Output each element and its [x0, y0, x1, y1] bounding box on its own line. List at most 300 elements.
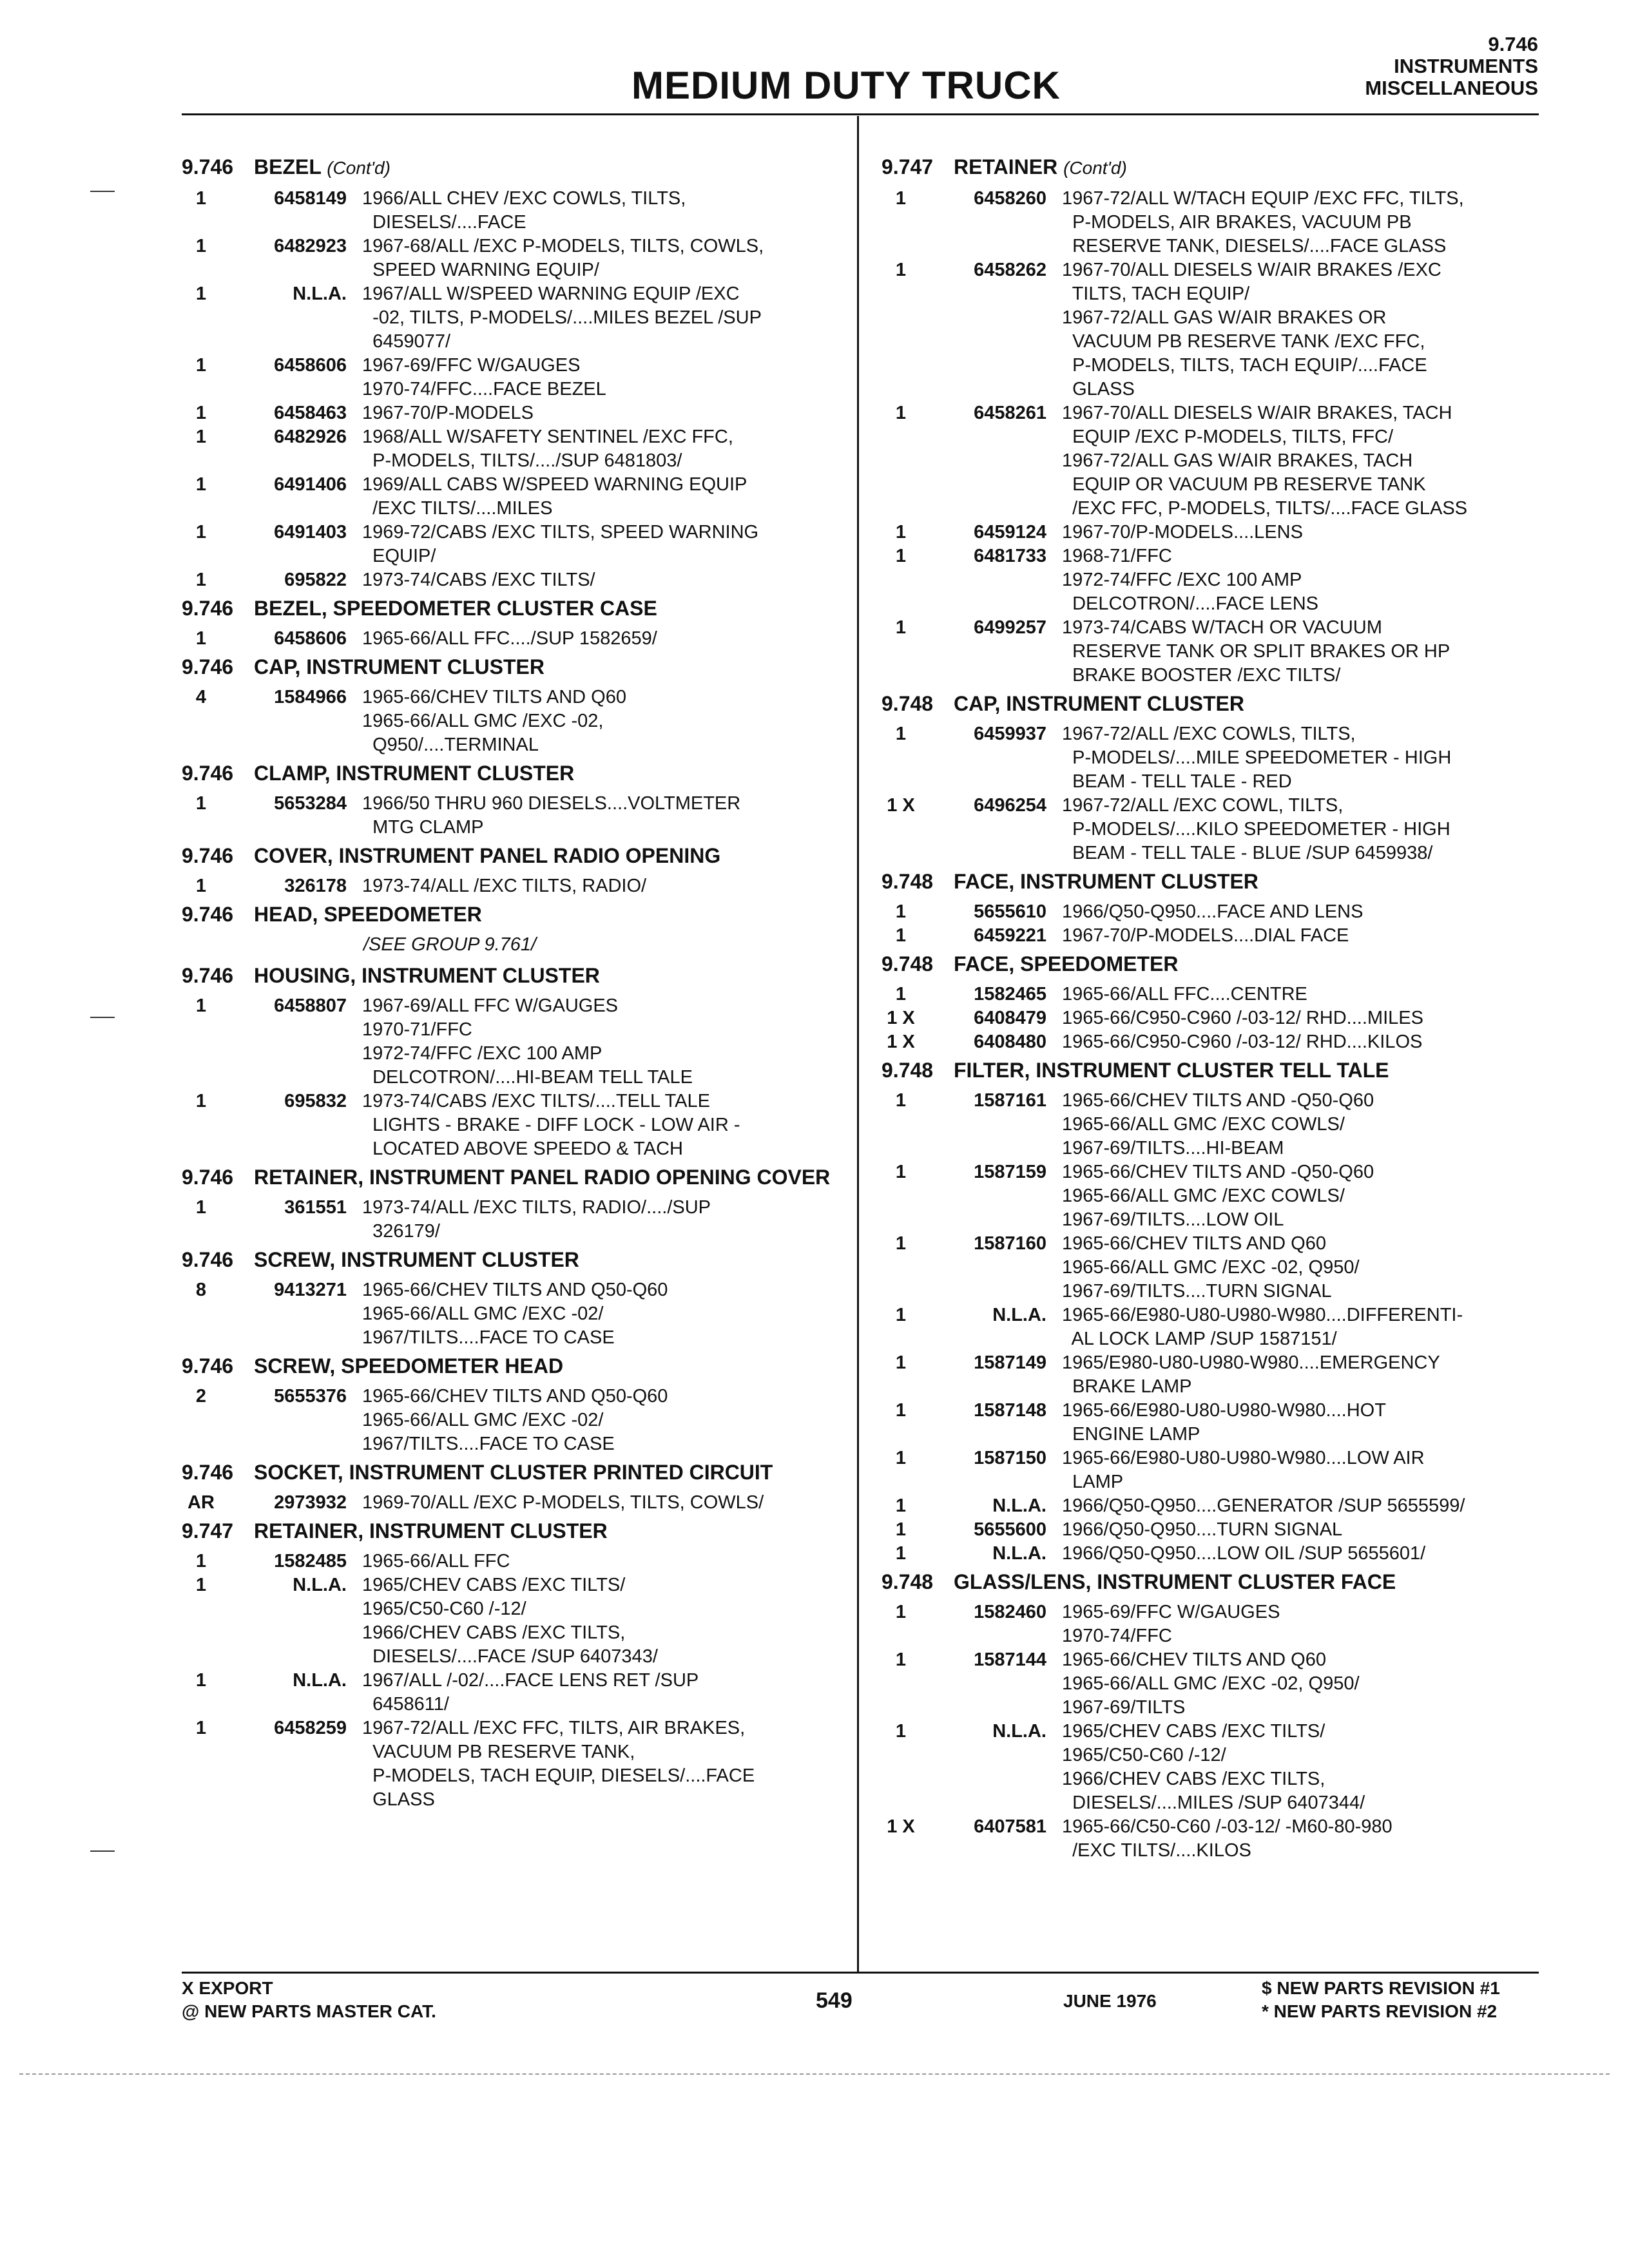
- part-entry: [882, 900, 1539, 924]
- description-line: 1965/C50-C60 /-12/: [1062, 1745, 1226, 1765]
- part-number: 326178: [284, 876, 347, 896]
- part-description: [1062, 1494, 1539, 1518]
- part-description: [1062, 544, 1539, 616]
- section-title-wrap: [254, 1460, 839, 1485]
- section-heading: [882, 869, 1539, 894]
- part-number: 1584966: [274, 687, 347, 707]
- section-heading: [182, 1460, 839, 1485]
- part-entry: [182, 1669, 839, 1716]
- part-description: [362, 235, 839, 282]
- description-line: BEAM - TELL TALE - BLUE /SUP 6459938/: [1062, 843, 1433, 863]
- page-title: MEDIUM DUTY TRUCK: [631, 64, 1061, 107]
- left-column: [182, 155, 839, 1816]
- part-entry: [882, 1303, 1539, 1351]
- part-number: 6458261: [974, 403, 1046, 423]
- description-line: LIGHTS - BRAKE - DIFF LOCK - LOW AIR -: [362, 1115, 740, 1135]
- quantity: 1: [195, 1575, 207, 1595]
- quantity: 1: [895, 1090, 907, 1111]
- description-line: P-MODELS, AIR BRAKES, VACUUM PB: [1062, 212, 1412, 233]
- footer-rule: [182, 1972, 1539, 1974]
- part-description: [362, 1090, 839, 1161]
- right-column: [882, 155, 1539, 1867]
- section-heading: [182, 155, 839, 180]
- parts-section: [182, 843, 839, 898]
- part-number: 6407581: [974, 1816, 1046, 1837]
- part-entry: [882, 794, 1539, 865]
- part-number: 1582460: [974, 1602, 1046, 1622]
- part-number: 6458807: [274, 995, 347, 1016]
- part-number: 361551: [284, 1197, 347, 1218]
- description-line: 1965-66/ALL GMC /EXC COWLS/: [1062, 1186, 1345, 1206]
- part-entry: [882, 1648, 1539, 1720]
- quantity: 1: [195, 474, 207, 495]
- part-number: 6458262: [974, 260, 1046, 280]
- section-number: 9.747: [182, 1519, 234, 1542]
- scan-edge-dashes: [19, 2073, 1610, 2075]
- section-number: 9.746: [182, 903, 234, 926]
- description-line: 1965/CHEV CABS /EXC TILTS/: [1062, 1721, 1325, 1742]
- part-number: 1587148: [974, 1400, 1046, 1421]
- part-number: 6458259: [274, 1718, 347, 1738]
- description-line: 1969-70/ALL /EXC P-MODELS, TILTS, COWLS/: [362, 1492, 764, 1513]
- quantity: 1: [195, 236, 207, 256]
- section-number: 9.746: [182, 655, 234, 678]
- part-entry: [182, 1278, 839, 1350]
- description-line: P-MODELS/....KILO SPEEDOMETER - HIGH: [1062, 819, 1451, 840]
- description-line: 1967/TILTS....FACE TO CASE: [362, 1434, 615, 1454]
- section-title: RETAINER, INSTRUMENT PANEL RADIO OPENING COVER: [254, 1166, 831, 1189]
- quantity: 1: [895, 260, 907, 280]
- part-number: 9413271: [274, 1280, 347, 1300]
- part-entry: [182, 1491, 839, 1515]
- quantity: 1 X: [887, 1032, 915, 1052]
- legend-revision-1: $ NEW PARTS REVISION #1: [1262, 1978, 1500, 1998]
- section-title-wrap: [254, 1519, 839, 1543]
- part-description: [362, 354, 839, 401]
- section-heading: [182, 1165, 839, 1189]
- part-description: [362, 686, 839, 757]
- section-title: FACE, SPEEDOMETER: [954, 952, 1179, 975]
- quantity: 1: [895, 546, 907, 566]
- part-number: N.L.A.: [992, 1495, 1046, 1516]
- part-entry: [182, 282, 839, 354]
- section-heading: [182, 963, 839, 988]
- description-line: /EXC FFC, P-MODELS, TILTS/....FACE GLASS: [1062, 498, 1468, 519]
- section-heading: [182, 902, 839, 927]
- description-line: 1965/CHEV CABS /EXC TILTS/: [362, 1575, 626, 1595]
- part-description: [362, 1669, 839, 1716]
- quantity: 1: [195, 427, 207, 447]
- quantity: 1: [195, 628, 207, 649]
- section-heading: [182, 843, 839, 868]
- part-description: [1062, 1648, 1539, 1720]
- description-line: DIESELS/....FACE /SUP 6407343/: [362, 1646, 658, 1667]
- quantity: 1: [895, 1352, 907, 1373]
- section-number: 9.748: [882, 1059, 934, 1082]
- section-number: 9.748: [882, 692, 934, 715]
- section-title: RETAINER: [954, 155, 1058, 178]
- description-line: Q950/....TERMINAL: [362, 735, 539, 755]
- quantity: 1: [895, 1543, 907, 1564]
- description-line: DELCOTRON/....HI-BEAM TELL TALE: [362, 1067, 693, 1088]
- quantity: 1: [195, 876, 207, 896]
- description-line: 1965-66/ALL GMC /EXC -02/: [362, 1303, 604, 1324]
- section-title: CAP, INSTRUMENT CLUSTER: [954, 692, 1244, 715]
- description-line: 1965-66/C950-C960 /-03-12/ RHD....MILES: [1062, 1008, 1423, 1028]
- part-description: [362, 425, 839, 473]
- section-title: FILTER, INSTRUMENT CLUSTER TELL TALE: [954, 1059, 1389, 1082]
- quantity: 1: [195, 403, 207, 423]
- part-entry: [182, 1550, 839, 1573]
- part-entry: [882, 521, 1539, 544]
- part-description: [362, 521, 839, 568]
- part-entry: [182, 874, 839, 898]
- parts-section: [182, 1519, 839, 1812]
- section-title: GLASS/LENS, INSTRUMENT CLUSTER FACE: [954, 1570, 1396, 1593]
- part-number: 1587149: [974, 1352, 1046, 1373]
- description-line: 1965-69/FFC W/GAUGES: [1062, 1602, 1280, 1622]
- section-title: CAP, INSTRUMENT CLUSTER: [254, 655, 545, 678]
- part-description: [362, 1573, 839, 1669]
- quantity: 2: [195, 1386, 207, 1407]
- section-title-wrap: [254, 1354, 839, 1378]
- part-entry: [882, 1399, 1539, 1446]
- part-number: N.L.A.: [293, 1575, 347, 1595]
- description-line: 1965-66/ALL GMC /EXC -02/: [362, 1410, 604, 1430]
- description-line: EQUIP OR VACUUM PB RESERVE TANK: [1062, 474, 1426, 495]
- part-number: 6459221: [974, 925, 1046, 946]
- description-line: 1965/C50-C60 /-12/: [362, 1599, 526, 1619]
- description-line: VACUUM PB RESERVE TANK,: [362, 1742, 635, 1762]
- section-heading: [182, 1247, 839, 1272]
- description-line: 1967-72/ALL /EXC FFC, TILTS, AIR BRAKES,: [362, 1718, 746, 1738]
- section-heading: [882, 691, 1539, 716]
- section-heading: [882, 1570, 1539, 1594]
- page-header-code: [1365, 34, 1538, 99]
- section-note: (Cont'd): [1063, 158, 1127, 178]
- part-description: [362, 1716, 839, 1812]
- section-title-wrap: [254, 902, 839, 927]
- quantity: 1: [895, 1233, 907, 1254]
- part-entry: [882, 616, 1539, 687]
- section-number: 9.746: [182, 597, 234, 620]
- section-heading: [182, 761, 839, 785]
- description-line: 1973-74/CABS /EXC TILTS/....TELL TALE: [362, 1091, 710, 1111]
- description-line: 1969-72/CABS /EXC TILTS, SPEED WARNING: [362, 522, 759, 543]
- part-entry: [882, 1232, 1539, 1303]
- description-line: 1967-72/ALL /EXC COWL, TILTS,: [1062, 795, 1344, 816]
- quantity: 1: [895, 1519, 907, 1540]
- part-number: 6408480: [974, 1032, 1046, 1052]
- description-line: LAMP: [1062, 1472, 1124, 1492]
- section-heading: [182, 1354, 839, 1378]
- section-title: SCREW, SPEEDOMETER HEAD: [254, 1354, 564, 1378]
- part-number: 6491406: [274, 474, 347, 495]
- section-title: FACE, INSTRUMENT CLUSTER: [954, 870, 1258, 893]
- part-entry: [182, 187, 839, 235]
- part-description: [1062, 983, 1539, 1006]
- section-title-wrap: [954, 1058, 1539, 1082]
- quantity: 1: [895, 724, 907, 744]
- part-number: 6496254: [974, 795, 1046, 816]
- section-number: 9.746: [182, 1166, 234, 1189]
- section-title: HEAD, SPEEDOMETER: [254, 903, 482, 926]
- section-title-wrap: [254, 655, 839, 679]
- quantity: 1: [895, 984, 907, 1004]
- description-line: 1965-66/ALL FFC....CENTRE: [1062, 984, 1307, 1004]
- part-entry: [882, 1815, 1539, 1863]
- description-line: SPEED WARNING EQUIP/: [362, 260, 599, 280]
- part-description: [362, 568, 839, 592]
- footer-legend-right: [1262, 1977, 1500, 2023]
- part-entry: [182, 1716, 839, 1812]
- quantity: 8: [195, 1280, 207, 1300]
- section-title-wrap: [254, 1247, 839, 1272]
- section-heading: [882, 952, 1539, 976]
- part-number: 6499257: [974, 617, 1046, 638]
- part-number: 6458149: [274, 188, 347, 209]
- section-title-wrap: [954, 1570, 1539, 1594]
- quantity: 1: [895, 1602, 907, 1622]
- part-description: [1062, 722, 1539, 794]
- description-line: 1967-69/TILTS....LOW OIL: [1062, 1209, 1284, 1230]
- description-line: 1967/ALL W/SPEED WARNING EQUIP /EXC: [362, 284, 740, 304]
- parts-section: [882, 1058, 1539, 1566]
- section-title-wrap: [254, 963, 839, 988]
- part-entry: [182, 1385, 839, 1456]
- description-line: 1967-70/P-MODELS....DIAL FACE: [1062, 925, 1349, 946]
- footer-legend-left: [182, 1977, 436, 2023]
- part-number: 6481733: [974, 546, 1046, 566]
- part-description: [1062, 900, 1539, 924]
- part-entry: [182, 568, 839, 592]
- description-line: RESERVE TANK OR SPLIT BRAKES OR HP: [1062, 641, 1451, 662]
- description-line: 1965-66/CHEV TILTS AND Q50-Q60: [362, 1386, 668, 1407]
- part-number: 2973932: [274, 1492, 347, 1513]
- part-description: [1062, 1446, 1539, 1494]
- quantity: 1: [895, 925, 907, 946]
- description-line: P-MODELS, TILTS/..../SUP 6481803/: [362, 450, 682, 471]
- part-description: [1062, 1303, 1539, 1351]
- part-description: [1062, 1006, 1539, 1030]
- description-line: /EXC TILTS/....MILES: [362, 498, 553, 519]
- section-number: 9.746: [182, 844, 234, 867]
- section-number: 9.747: [882, 155, 934, 178]
- description-line: 1965-66/ALL GMC /EXC COWLS/: [1062, 1114, 1345, 1135]
- description-line: 1967-69/TILTS....TURN SIGNAL: [1062, 1281, 1332, 1302]
- quantity: 1: [895, 1448, 907, 1468]
- quantity: 1: [195, 793, 207, 814]
- description-line: 1972-74/FFC /EXC 100 AMP: [1062, 570, 1302, 590]
- quantity: 1: [195, 1197, 207, 1218]
- part-number: N.L.A.: [293, 284, 347, 304]
- description-line: TILTS, TACH EQUIP/: [1062, 284, 1250, 304]
- margin-mark: [90, 1017, 115, 1018]
- page-code-number: 9.746: [1488, 33, 1538, 55]
- part-description: [362, 401, 839, 425]
- part-description: [1062, 401, 1539, 521]
- page-code-subsection: MISCELLANEOUS: [1365, 77, 1538, 99]
- part-description: [1062, 1720, 1539, 1815]
- part-number: 6458463: [274, 403, 347, 423]
- section-title: RETAINER, INSTRUMENT CLUSTER: [254, 1519, 608, 1542]
- part-entry: [882, 544, 1539, 616]
- parts-section: [882, 952, 1539, 1054]
- description-line: 1966/CHEV CABS /EXC TILTS,: [362, 1622, 626, 1643]
- section-title-wrap: [254, 596, 839, 620]
- description-line: 1967-69/TILTS: [1062, 1697, 1186, 1718]
- description-line: VACUUM PB RESERVE TANK /EXC FFC,: [1062, 331, 1425, 352]
- description-line: 1968-71/FFC: [1062, 546, 1172, 566]
- section-number: 9.746: [182, 762, 234, 785]
- description-line: 1965-66/ALL GMC /EXC -02, Q950/: [1062, 1673, 1360, 1694]
- description-line: AL LOCK LAMP /SUP 1587151/: [1062, 1329, 1337, 1349]
- part-number: 5655600: [974, 1519, 1046, 1540]
- description-line: 1968/ALL W/SAFETY SENTINEL /EXC FFC,: [362, 427, 733, 447]
- part-description: [362, 627, 839, 651]
- description-line: 1965-66/C50-C60 /-03-12/ -M60-80-980: [1062, 1816, 1393, 1837]
- part-description: [1062, 1030, 1539, 1054]
- section-title-wrap: [954, 691, 1539, 716]
- part-entry: [182, 1196, 839, 1244]
- parts-section: [882, 155, 1539, 687]
- part-description: [1062, 1232, 1539, 1303]
- part-number: 5653284: [274, 793, 347, 814]
- quantity: 1 X: [887, 1008, 915, 1028]
- section-number: 9.746: [182, 1248, 234, 1271]
- description-line: 1973-74/ALL /EXC TILTS, RADIO/: [362, 876, 647, 896]
- description-line: 6459077/: [362, 331, 451, 352]
- parts-section: [882, 691, 1539, 865]
- quantity: 4: [195, 687, 207, 707]
- description-line: BEAM - TELL TALE - RED: [1062, 771, 1292, 792]
- part-description: [1062, 1089, 1539, 1160]
- section-heading: [882, 155, 1539, 180]
- quantity: 1: [195, 284, 207, 304]
- description-line: 1965-66/C950-C960 /-03-12/ RHD....KILOS: [1062, 1032, 1423, 1052]
- part-number: 6408479: [974, 1008, 1046, 1028]
- parts-section: [182, 596, 839, 651]
- part-description: [362, 473, 839, 521]
- section-title-wrap: [954, 952, 1539, 976]
- legend-master-cat: @ NEW PARTS MASTER CAT.: [182, 2001, 436, 2021]
- description-line: 1966/50 THRU 960 DIESELS....VOLTMETER: [362, 793, 741, 814]
- part-entry: [882, 1518, 1539, 1542]
- parts-section: [182, 902, 839, 957]
- section-number: 9.748: [882, 952, 934, 975]
- part-entry: [182, 792, 839, 840]
- part-entry: [182, 994, 839, 1090]
- section-heading: [182, 1519, 839, 1543]
- section-title: COVER, INSTRUMENT PANEL RADIO OPENING: [254, 844, 721, 867]
- parts-section: [182, 1460, 839, 1515]
- description-line: 1966/Q50-Q950....TURN SIGNAL: [1062, 1519, 1343, 1540]
- section-note: (Cont'd): [327, 158, 390, 178]
- description-line: 1965-66/CHEV TILTS AND -Q50-Q60: [1062, 1162, 1374, 1182]
- part-description: [362, 187, 839, 235]
- description-line: 1967/ALL /-02/....FACE LENS RET /SUP: [362, 1670, 699, 1691]
- quantity: 1: [195, 188, 207, 209]
- section-title-wrap: [254, 1165, 839, 1189]
- part-entry: [882, 1030, 1539, 1054]
- part-entry: [882, 983, 1539, 1006]
- part-description: [362, 1196, 839, 1244]
- parts-section: [882, 1570, 1539, 1863]
- description-line: 1967-68/ALL /EXC P-MODELS, TILTS, COWLS,: [362, 236, 764, 256]
- description-line: 1965/E980-U80-U980-W980....EMERGENCY: [1062, 1352, 1440, 1373]
- quantity: 1: [195, 522, 207, 543]
- description-line: 1967-72/ALL GAS W/AIR BRAKES, TACH: [1062, 450, 1413, 471]
- description-line: 1966/Q50-Q950....LOW OIL /SUP 5655601/: [1062, 1543, 1426, 1564]
- description-line: GLASS: [362, 1789, 435, 1810]
- quantity: 1: [195, 1551, 207, 1571]
- part-description: [362, 874, 839, 898]
- part-entry: [182, 521, 839, 568]
- cross-reference-note: /SEE GROUP 9.761/: [363, 934, 537, 955]
- part-description: [1062, 794, 1539, 865]
- part-number: 6458606: [274, 355, 347, 376]
- description-line: ENGINE LAMP: [1062, 1424, 1200, 1445]
- part-description: [362, 1278, 839, 1350]
- description-line: DIESELS/....MILES /SUP 6407344/: [1062, 1792, 1365, 1813]
- quantity: 1: [195, 570, 207, 590]
- description-line: 1967-72/ALL W/TACH EQUIP /EXC FFC, TILTS,: [1062, 188, 1464, 209]
- part-entry: [182, 235, 839, 282]
- part-number: 1587160: [974, 1233, 1046, 1254]
- quantity: 1: [895, 522, 907, 543]
- section-heading: [182, 596, 839, 620]
- section-number: 9.748: [882, 1570, 934, 1593]
- parts-section: [182, 155, 839, 592]
- description-line: 1965-66/CHEV TILTS AND Q50-Q60: [362, 1280, 668, 1300]
- description-line: DELCOTRON/....FACE LENS: [1062, 593, 1319, 614]
- part-number: 1587159: [974, 1162, 1046, 1182]
- quantity: 1 X: [887, 795, 915, 816]
- part-number: 6458606: [274, 628, 347, 649]
- part-number: 695822: [284, 570, 347, 590]
- description-line: 326179/: [362, 1221, 440, 1242]
- part-entry: [182, 1573, 839, 1669]
- part-number: N.L.A.: [992, 1543, 1046, 1564]
- description-line: 1967-72/ALL /EXC COWLS, TILTS,: [1062, 724, 1356, 744]
- part-number: N.L.A.: [293, 1670, 347, 1691]
- part-description: [1062, 521, 1539, 544]
- part-entry: [182, 473, 839, 521]
- quantity: 1: [895, 1305, 907, 1325]
- quantity: 1: [895, 617, 907, 638]
- parts-section: [182, 1247, 839, 1350]
- section-number: 9.746: [182, 1354, 234, 1378]
- margin-mark: [90, 191, 115, 192]
- section-heading: [182, 655, 839, 679]
- quantity: 1: [895, 1649, 907, 1670]
- description-line: MTG CLAMP: [362, 817, 484, 838]
- description-line: 1966/Q50-Q950....FACE AND LENS: [1062, 901, 1364, 922]
- part-number: 695832: [284, 1091, 347, 1111]
- part-number: 5655610: [974, 901, 1046, 922]
- description-line: 1965-66/E980-U80-U980-W980....HOT: [1062, 1400, 1386, 1421]
- section-title-wrap: [254, 843, 839, 868]
- description-line: 1972-74/FFC /EXC 100 AMP: [362, 1043, 602, 1064]
- part-entry: [882, 1542, 1539, 1566]
- part-description: [362, 1491, 839, 1515]
- quantity: AR: [188, 1492, 215, 1513]
- description-line: 1966/ALL CHEV /EXC COWLS, TILTS,: [362, 188, 686, 209]
- part-number: 1587144: [974, 1649, 1046, 1670]
- section-title: SOCKET, INSTRUMENT CLUSTER PRINTED CIRCUIT: [254, 1461, 773, 1484]
- description-line: 1973-74/CABS /EXC TILTS/: [362, 570, 595, 590]
- part-number: 6491403: [274, 522, 347, 543]
